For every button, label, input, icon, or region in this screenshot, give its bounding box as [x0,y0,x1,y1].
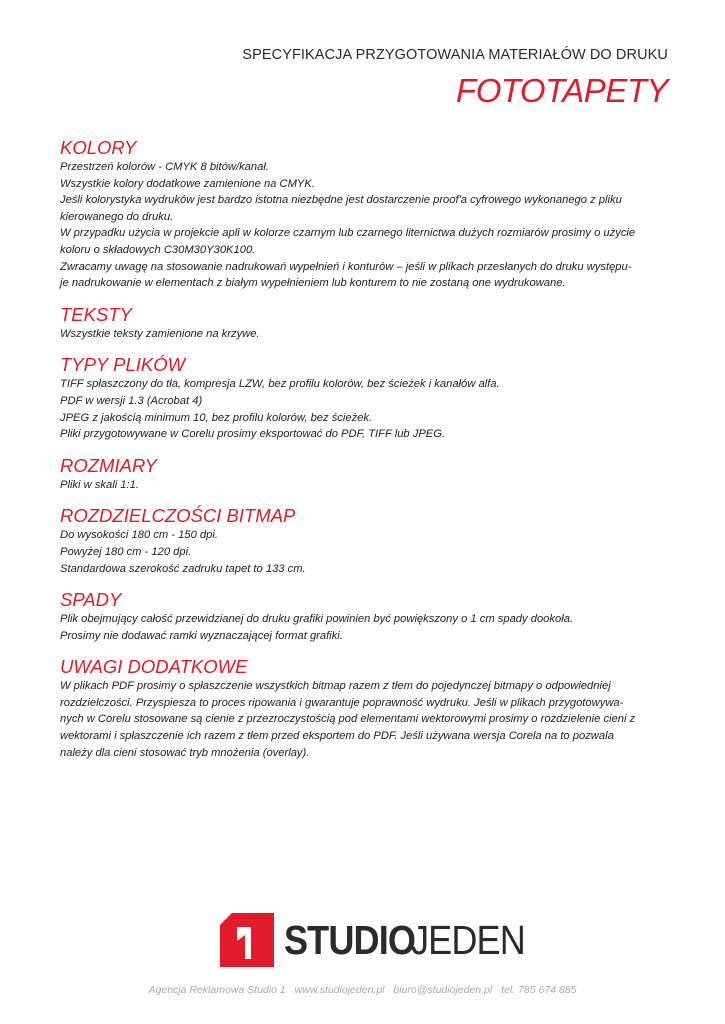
section-title: KOLORY [60,137,137,158]
text-line: Do wysokości 180 cm - 150 dpi. [60,529,218,542]
section-title: ROZDZIELCZOŚCI BITMAP [60,505,296,527]
section-teksty [60,304,670,343]
text-line: Prosimy nie dodawać ramki wyznaczającej format grafiki. [60,629,343,642]
section-rozmiary [60,455,670,494]
text-line: Plik obejmujący całość przewidzianej do druku grafiki powinien być powiększony o 1 cm spady dookoła. [60,613,574,626]
text-line: TIFF spłaszczony do tła, kompresja LZW, bez profilu kolorów, bez ścieżek i kanałów alfa. [60,378,500,391]
text-line: nych w Corelu stosowane są cienie z przezroczystością pod elementami wektorowymi prosimy o rozdzielenie cieni z [60,713,636,726]
text-line: JPEG z jakością minimum 10, bez profilu kolorów, bez ścieżek. [60,411,373,424]
text-line: PDF w wersji 1.3 (Acrobat 4) [60,394,203,407]
footer-website[interactable]: www.studiojeden.pl [294,984,385,996]
text-line: Zwracamy uwagę na stosowanie nadrukowań wypełnień i konturów – jeśli w plikach przesłanych do druku występu- [60,260,632,273]
section-uwagi [60,656,670,761]
section-title: UWAGI DODATKOWE [60,656,248,678]
section-title: TEKSTY [60,303,132,325]
text-line: Wszystkie teksty zamienione na krzywe. [60,327,260,340]
text-line: wektorami i spłaszczenie ich razem z tłem przed eksportem do PDF. Jeśli używana wersja Corela na to pozwala [60,730,614,743]
text-line: je nadrukowanie w elementach z białym wypełnieniem lub konturem to nie zostaną one wydrukowane. [60,277,566,290]
footer [0,984,725,996]
section-spady [60,589,670,644]
page-title: FOTOTAPETY [456,72,668,109]
text-line: rozdzielczości. Przyspiesza to proces ripowania i gwarantuje poprawność wydruku. Jeśli w plikach przygotowywa- [60,696,624,709]
section-kolory [60,137,670,292]
text-line: Powyżej 180 cm - 120 dpi. [60,545,192,558]
logo-mark-icon [220,913,274,967]
section-title: ROZMIARY [60,454,157,476]
footer-company: Agencja Reklamowa Studio 1 [148,984,286,996]
logo-word-jeden: JEDEN [410,916,525,963]
text-line: Przestrzeń kolorów - CMYK 8 bitów/kanał. [60,161,269,173]
text-line: Standardowa szerokość zadruku tapet to 133 cm. [60,562,306,575]
text-line: Wszystkie kolory dodatkowe zamienione na CMYK. [60,177,315,190]
text-line: Jeśli kolorystyka wydruków jest bardzo istotna niezbędne jest dostarczenie proof'a cyfrowego wykonanego z pliku [60,194,622,207]
text-line: Pliki przygotowywane w Corelu prosimy eksportować do PDF, TIFF lub JPEG. [60,428,446,441]
footer-phone: tel. 785 674 885 [501,984,577,996]
text-line: Pliki w skali 1:1. [60,478,139,491]
document-body [60,137,670,773]
text-line: W przypadku użycia w projekcie apli w kolorze czarnym lub czarnego liternictwa dużych rozmiarów prosimy o użycie [60,227,636,240]
studio-jeden-logo [220,913,540,967]
text-line: W plikach PDF prosimy o spłaszczenie wszystkich bitmap razem z tłem do pojedynczej bitmapy o odpowiedniej [60,680,611,693]
footer-email[interactable]: biuro@studiojeden.pl [393,984,493,996]
logo-word-studio: STUDIO [284,916,416,963]
text-line: kierowanego do druku. [60,210,174,223]
text-line: należy dla cieni stosować tryb mnożenia (overlay). [60,746,310,759]
header-subtitle: SPECYFIKACJA PRZYGOTOWANIA MATERIAŁÓW DO DRUKU [242,47,668,63]
section-typy-plikow [60,354,670,442]
section-rozdzielczosci [60,505,670,577]
section-title: TYPY PLIKÓW [60,354,186,376]
section-title: SPADY [60,589,122,611]
text-line: koloru o składowych C30M30Y30K100. [60,243,256,256]
